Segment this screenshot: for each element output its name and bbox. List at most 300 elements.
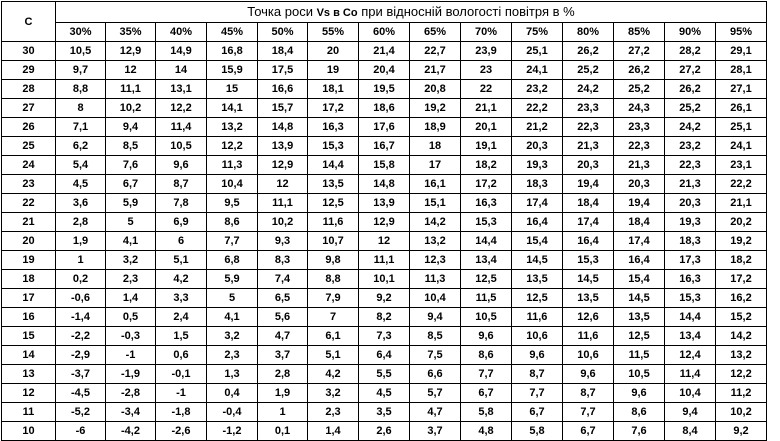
dew-point-cell: 21,3 bbox=[563, 137, 614, 156]
dew-point-cell: -1,8 bbox=[156, 403, 207, 422]
dew-point-cell: 15,3 bbox=[461, 213, 512, 232]
dew-point-cell: 0,5 bbox=[106, 308, 156, 327]
dew-point-cell: 10,7 bbox=[308, 232, 359, 251]
dew-point-cell: 3,2 bbox=[207, 327, 258, 346]
dew-point-cell: 8,5 bbox=[410, 327, 461, 346]
dew-point-cell: 6,4 bbox=[359, 346, 410, 365]
title-row bbox=[2, 2, 767, 23]
dew-point-cell: 11,3 bbox=[410, 270, 461, 289]
dew-point-cell: 15,2 bbox=[716, 308, 767, 327]
dew-point-cell: -2,2 bbox=[56, 327, 106, 346]
dew-point-cell: 21,3 bbox=[614, 156, 665, 175]
dew-point-cell: 24,1 bbox=[512, 61, 563, 80]
dew-point-cell: 3,6 bbox=[56, 194, 106, 213]
dew-point-cell: 3,7 bbox=[410, 422, 461, 441]
dew-point-cell: 8,6 bbox=[207, 213, 258, 232]
dew-point-cell: 28,2 bbox=[665, 42, 716, 61]
dew-point-cell: 14,2 bbox=[410, 213, 461, 232]
dew-point-cell: 12 bbox=[359, 232, 410, 251]
dew-point-cell: 7,1 bbox=[56, 118, 106, 137]
dew-point-cell: 20 bbox=[308, 42, 359, 61]
table-row bbox=[2, 365, 767, 384]
dew-point-cell: 13,9 bbox=[258, 137, 308, 156]
dew-point-cell: 17,3 bbox=[665, 251, 716, 270]
dew-point-cell: 10,5 bbox=[156, 137, 207, 156]
dew-point-cell: -4,2 bbox=[106, 422, 156, 441]
dew-point-cell: -2,9 bbox=[56, 346, 106, 365]
dew-point-cell: 16,3 bbox=[308, 118, 359, 137]
dew-point-cell: 12,4 bbox=[665, 346, 716, 365]
dew-point-cell: 13,9 bbox=[359, 194, 410, 213]
dew-point-cell: 0,4 bbox=[207, 384, 258, 403]
dew-point-cell: 3,3 bbox=[156, 289, 207, 308]
dew-point-cell: 3,2 bbox=[308, 384, 359, 403]
table-row bbox=[2, 137, 767, 156]
table-row bbox=[2, 289, 767, 308]
dew-point-cell: 6,6 bbox=[410, 365, 461, 384]
temperature-cell: 14 bbox=[2, 346, 56, 365]
dew-point-cell: 14,4 bbox=[461, 232, 512, 251]
dew-point-cell: 6,2 bbox=[56, 137, 106, 156]
dew-point-cell: 13,4 bbox=[461, 251, 512, 270]
title-bold: Vs в Co bbox=[316, 6, 358, 19]
dew-point-cell: -0,3 bbox=[106, 327, 156, 346]
dew-point-cell: 14 bbox=[156, 61, 207, 80]
dew-point-cell: 15,4 bbox=[614, 270, 665, 289]
dew-point-cell: 2,3 bbox=[106, 270, 156, 289]
dew-point-cell: 18,2 bbox=[716, 251, 767, 270]
temperature-cell: 17 bbox=[2, 289, 56, 308]
dew-point-cell: 10,1 bbox=[359, 270, 410, 289]
dew-point-cell: 15,7 bbox=[258, 99, 308, 118]
table-row bbox=[2, 232, 767, 251]
dew-point-cell: 9,5 bbox=[207, 194, 258, 213]
dew-point-cell: 19,4 bbox=[563, 175, 614, 194]
dew-point-cell: 9,6 bbox=[156, 156, 207, 175]
dew-point-cell: -1 bbox=[106, 346, 156, 365]
table-row bbox=[2, 213, 767, 232]
dew-point-cell: 19,2 bbox=[410, 99, 461, 118]
dew-point-cell: 6,9 bbox=[156, 213, 207, 232]
temperature-cell: 15 bbox=[2, 327, 56, 346]
dew-point-cell: -5,2 bbox=[56, 403, 106, 422]
table-row bbox=[2, 118, 767, 137]
temperature-cell: 21 bbox=[2, 213, 56, 232]
dew-point-cell: 12,5 bbox=[512, 289, 563, 308]
table-row bbox=[2, 156, 767, 175]
dew-point-cell: 14,8 bbox=[359, 175, 410, 194]
dew-point-cell: 27,2 bbox=[614, 42, 665, 61]
dew-point-cell: 14,8 bbox=[258, 118, 308, 137]
temperature-cell: 16 bbox=[2, 308, 56, 327]
dew-point-cell: 9,2 bbox=[359, 289, 410, 308]
dew-point-cell: 14,9 bbox=[156, 42, 207, 61]
dew-point-cell: -1,2 bbox=[207, 422, 258, 441]
dew-point-cell: 22,2 bbox=[512, 99, 563, 118]
humidity-header-cell: 95% bbox=[716, 23, 767, 42]
dew-point-cell: 12 bbox=[106, 61, 156, 80]
dew-point-cell: 11,5 bbox=[461, 289, 512, 308]
dew-point-cell: 6,7 bbox=[563, 422, 614, 441]
dew-point-cell: 17 bbox=[410, 156, 461, 175]
table-row bbox=[2, 61, 767, 80]
dew-point-cell: 21,1 bbox=[461, 99, 512, 118]
dew-point-cell: 8,7 bbox=[512, 365, 563, 384]
dew-point-cell: 9,4 bbox=[106, 118, 156, 137]
temperature-cell: 30 bbox=[2, 42, 56, 61]
dew-point-cell: 16,4 bbox=[614, 251, 665, 270]
dew-point-cell: 6,1 bbox=[308, 327, 359, 346]
dew-point-cell: 18,2 bbox=[461, 156, 512, 175]
dew-point-cell: 16,8 bbox=[207, 42, 258, 61]
dew-point-cell: 19,1 bbox=[461, 137, 512, 156]
dew-point-cell: 9,4 bbox=[410, 308, 461, 327]
dew-point-cell: 9,4 bbox=[665, 403, 716, 422]
dew-point-cell: -0,6 bbox=[56, 289, 106, 308]
dew-point-cell: 6,7 bbox=[106, 175, 156, 194]
table-row bbox=[2, 99, 767, 118]
dew-point-cell: 15,9 bbox=[207, 61, 258, 80]
temperature-cell: 20 bbox=[2, 232, 56, 251]
dew-point-cell: 10,6 bbox=[512, 327, 563, 346]
dew-point-cell: 4,5 bbox=[359, 384, 410, 403]
dew-point-cell: 11,1 bbox=[258, 194, 308, 213]
humidity-header-cell: 50% bbox=[258, 23, 308, 42]
dew-point-cell: 24,2 bbox=[665, 118, 716, 137]
dew-point-cell: 13,5 bbox=[614, 308, 665, 327]
dew-point-cell: 4,8 bbox=[461, 422, 512, 441]
humidity-header-cell: 45% bbox=[207, 23, 258, 42]
dew-point-cell: 10,6 bbox=[563, 346, 614, 365]
dew-point-cell: 14,5 bbox=[563, 270, 614, 289]
dew-point-cell: 20,3 bbox=[614, 175, 665, 194]
dew-point-cell: 10,4 bbox=[665, 384, 716, 403]
dew-point-cell: 8,6 bbox=[461, 346, 512, 365]
dew-point-cell: 10,2 bbox=[106, 99, 156, 118]
dew-point-cell: 11,1 bbox=[106, 80, 156, 99]
dew-point-cell: 8,8 bbox=[56, 80, 106, 99]
dew-point-cell: 12 bbox=[258, 175, 308, 194]
dew-point-cell: 12,5 bbox=[461, 270, 512, 289]
dew-point-cell: 19 bbox=[308, 61, 359, 80]
dew-point-cell: 11,4 bbox=[665, 365, 716, 384]
dew-point-cell: 10,4 bbox=[207, 175, 258, 194]
temperature-cell: 10 bbox=[2, 422, 56, 441]
dew-point-cell: -3,7 bbox=[56, 365, 106, 384]
dew-point-cell: 5 bbox=[106, 213, 156, 232]
dew-point-cell: 17,2 bbox=[461, 175, 512, 194]
table-row bbox=[2, 270, 767, 289]
humidity-header-cell: 30% bbox=[56, 23, 106, 42]
dew-point-cell: 7,3 bbox=[359, 327, 410, 346]
dew-point-cell: 7,6 bbox=[614, 422, 665, 441]
dew-point-cell: 13,2 bbox=[716, 346, 767, 365]
humidity-header-cell: 85% bbox=[614, 23, 665, 42]
humidity-header-cell: 40% bbox=[156, 23, 207, 42]
table-row bbox=[2, 327, 767, 346]
dew-point-cell: 12,5 bbox=[614, 327, 665, 346]
dew-point-cell: 6,5 bbox=[258, 289, 308, 308]
dew-point-cell: 19,4 bbox=[614, 194, 665, 213]
dew-point-cell: 22 bbox=[461, 80, 512, 99]
dew-point-cell: 19,3 bbox=[665, 213, 716, 232]
dew-point-cell: 5,6 bbox=[258, 308, 308, 327]
dew-point-cell: 12,2 bbox=[156, 99, 207, 118]
dew-point-cell: 5,1 bbox=[308, 346, 359, 365]
dew-point-cell: 11,3 bbox=[207, 156, 258, 175]
dew-point-cell: 20,3 bbox=[563, 156, 614, 175]
dew-point-cell: 2,8 bbox=[56, 213, 106, 232]
dew-point-cell: 7,7 bbox=[461, 365, 512, 384]
dew-point-cell: 1,4 bbox=[308, 422, 359, 441]
table-row bbox=[2, 80, 767, 99]
temperature-cell: 11 bbox=[2, 403, 56, 422]
humidity-header-cell: 55% bbox=[308, 23, 359, 42]
dew-point-cell: 8,7 bbox=[156, 175, 207, 194]
dew-point-cell: 22,3 bbox=[563, 118, 614, 137]
dew-point-cell: -0,4 bbox=[207, 403, 258, 422]
table-row bbox=[2, 194, 767, 213]
dew-point-cell: 1,5 bbox=[156, 327, 207, 346]
dew-point-cell: 13,5 bbox=[308, 175, 359, 194]
dew-point-cell: 21,2 bbox=[512, 118, 563, 137]
temperature-cell: 23 bbox=[2, 175, 56, 194]
dew-point-cell: 15,8 bbox=[359, 156, 410, 175]
dew-point-cell: 21,3 bbox=[665, 175, 716, 194]
table-row bbox=[2, 42, 767, 61]
dew-point-cell: 5,8 bbox=[512, 422, 563, 441]
dew-point-cell: 13,5 bbox=[512, 270, 563, 289]
dew-point-cell: 5,1 bbox=[156, 251, 207, 270]
dew-point-cell: 6,8 bbox=[207, 251, 258, 270]
dew-point-cell: 10,2 bbox=[258, 213, 308, 232]
dew-point-cell: 15 bbox=[207, 80, 258, 99]
dew-point-cell: 20,8 bbox=[410, 80, 461, 99]
temperature-cell: 18 bbox=[2, 270, 56, 289]
dew-point-cell: 14,2 bbox=[716, 327, 767, 346]
dew-point-cell: 1 bbox=[258, 403, 308, 422]
humidity-header-cell: 80% bbox=[563, 23, 614, 42]
dew-point-cell: 22,2 bbox=[716, 175, 767, 194]
dew-point-cell: 16,4 bbox=[512, 213, 563, 232]
dew-point-cell: 12,2 bbox=[207, 137, 258, 156]
dew-point-cell: -2,8 bbox=[106, 384, 156, 403]
dew-point-cell: 0,2 bbox=[56, 270, 106, 289]
dew-point-cell: 9,3 bbox=[258, 232, 308, 251]
dew-point-cell: 14,5 bbox=[614, 289, 665, 308]
dew-point-cell: 14,4 bbox=[308, 156, 359, 175]
dew-point-cell: 12,9 bbox=[359, 213, 410, 232]
dew-point-cell: 2,3 bbox=[308, 403, 359, 422]
dew-point-cell: 11,4 bbox=[156, 118, 207, 137]
dew-point-cell: 0,1 bbox=[258, 422, 308, 441]
dew-point-cell: 8,8 bbox=[308, 270, 359, 289]
dew-point-cell: 12,6 bbox=[563, 308, 614, 327]
table-body bbox=[2, 42, 767, 441]
dew-point-cell: 28,1 bbox=[716, 61, 767, 80]
dew-point-cell: 14,4 bbox=[665, 308, 716, 327]
dew-point-cell: 7,5 bbox=[410, 346, 461, 365]
dew-point-cell: 20,3 bbox=[512, 137, 563, 156]
dew-point-cell: 17,2 bbox=[308, 99, 359, 118]
dew-point-cell: 11,2 bbox=[716, 384, 767, 403]
dew-point-cell: 2,6 bbox=[359, 422, 410, 441]
dew-point-cell: 21,7 bbox=[410, 61, 461, 80]
humidity-header-cell: 60% bbox=[359, 23, 410, 42]
dew-point-cell: 7,7 bbox=[512, 384, 563, 403]
dew-point-cell: 7,4 bbox=[258, 270, 308, 289]
dew-point-cell: 11,5 bbox=[614, 346, 665, 365]
dew-point-cell: 4,5 bbox=[56, 175, 106, 194]
temperature-cell: 28 bbox=[2, 80, 56, 99]
dew-point-cell: 3,2 bbox=[106, 251, 156, 270]
dew-point-cell: 9,6 bbox=[512, 346, 563, 365]
dew-point-cell: 7,7 bbox=[207, 232, 258, 251]
dew-point-cell: 18,1 bbox=[308, 80, 359, 99]
dew-point-cell: 17,2 bbox=[716, 270, 767, 289]
dew-point-cell: 10,5 bbox=[461, 308, 512, 327]
dew-point-cell: 4,1 bbox=[207, 308, 258, 327]
dew-point-cell: 9,6 bbox=[563, 365, 614, 384]
dew-point-cell: 19,2 bbox=[716, 232, 767, 251]
dew-point-cell: 16,1 bbox=[410, 175, 461, 194]
dew-point-cell: 22,7 bbox=[410, 42, 461, 61]
dew-point-cell: 23,3 bbox=[614, 118, 665, 137]
dew-point-cell: 19,5 bbox=[359, 80, 410, 99]
dew-point-cell: 13,2 bbox=[410, 232, 461, 251]
dew-point-cell: 22,3 bbox=[614, 137, 665, 156]
dew-point-cell: 24,3 bbox=[614, 99, 665, 118]
dew-point-cell: 20,2 bbox=[716, 213, 767, 232]
dew-point-cell: 4,7 bbox=[258, 327, 308, 346]
dew-point-cell: 12,2 bbox=[716, 365, 767, 384]
dew-point-cell: 23,3 bbox=[563, 99, 614, 118]
dew-point-cell: 5 bbox=[207, 289, 258, 308]
dew-point-cell: 11,6 bbox=[308, 213, 359, 232]
dew-point-cell: 1,4 bbox=[106, 289, 156, 308]
dew-point-cell: 15,3 bbox=[308, 137, 359, 156]
dew-point-cell: 13,1 bbox=[156, 80, 207, 99]
dew-point-cell: 23,2 bbox=[665, 137, 716, 156]
dew-point-cell: 16,2 bbox=[716, 289, 767, 308]
dew-point-cell: 16,4 bbox=[563, 232, 614, 251]
dew-point-cell: 26,2 bbox=[614, 61, 665, 80]
dew-point-cell: 19,3 bbox=[512, 156, 563, 175]
humidity-header-cell: 70% bbox=[461, 23, 512, 42]
dew-point-cell: 25,1 bbox=[512, 42, 563, 61]
dew-point-cell: 18,9 bbox=[410, 118, 461, 137]
dew-point-cell: 8,4 bbox=[665, 422, 716, 441]
dew-point-cell: 8,6 bbox=[614, 403, 665, 422]
temperature-cell: 24 bbox=[2, 156, 56, 175]
dew-point-cell: 3,5 bbox=[359, 403, 410, 422]
dew-point-cell: 10,5 bbox=[56, 42, 106, 61]
dew-point-cell: 1 bbox=[56, 251, 106, 270]
dew-point-cell: 15,4 bbox=[512, 232, 563, 251]
dew-point-cell: 26,2 bbox=[665, 80, 716, 99]
dew-point-cell: 26,2 bbox=[563, 42, 614, 61]
dew-point-cell: 6 bbox=[156, 232, 207, 251]
dew-point-cell: 11,1 bbox=[359, 251, 410, 270]
dew-point-cell: 1,9 bbox=[56, 232, 106, 251]
table-row bbox=[2, 384, 767, 403]
temperature-cell: 13 bbox=[2, 365, 56, 384]
dew-point-cell: 24,1 bbox=[716, 137, 767, 156]
dew-point-cell: 25,2 bbox=[614, 80, 665, 99]
dew-point-cell: 7 bbox=[308, 308, 359, 327]
dew-point-cell: 18,3 bbox=[512, 175, 563, 194]
dew-point-cell: 8 bbox=[56, 99, 106, 118]
dew-point-cell: 9,6 bbox=[614, 384, 665, 403]
dew-point-cell: 23,2 bbox=[512, 80, 563, 99]
dew-point-cell: 5,9 bbox=[106, 194, 156, 213]
dew-point-cell: -1,4 bbox=[56, 308, 106, 327]
dew-point-cell: 11,6 bbox=[512, 308, 563, 327]
dew-point-cell: 17,6 bbox=[359, 118, 410, 137]
humidity-header-cell: 65% bbox=[410, 23, 461, 42]
dew-point-cell: 16,6 bbox=[258, 80, 308, 99]
dew-point-cell: -0,1 bbox=[156, 365, 207, 384]
dew-point-cell: 2,4 bbox=[156, 308, 207, 327]
dew-point-cell: 8,3 bbox=[258, 251, 308, 270]
dew-point-cell: 18 bbox=[410, 137, 461, 156]
dew-point-cell: 2,3 bbox=[207, 346, 258, 365]
dew-point-cell: 8,5 bbox=[106, 137, 156, 156]
temperature-cell: 29 bbox=[2, 61, 56, 80]
dew-point-cell: 8,2 bbox=[359, 308, 410, 327]
dew-point-cell: 15,3 bbox=[665, 289, 716, 308]
dew-point-cell: 11,6 bbox=[563, 327, 614, 346]
dew-point-cell: 29,1 bbox=[716, 42, 767, 61]
dew-point-cell: 5,8 bbox=[461, 403, 512, 422]
table-row bbox=[2, 422, 767, 441]
title-prefix: Точка роси bbox=[247, 3, 317, 19]
dew-point-cell: 10,5 bbox=[614, 365, 665, 384]
dew-point-cell: 1,3 bbox=[207, 365, 258, 384]
dew-point-cell: 15,1 bbox=[410, 194, 461, 213]
dew-point-cell: 15,3 bbox=[563, 251, 614, 270]
dew-point-cell: 23,1 bbox=[716, 156, 767, 175]
dew-point-cell: 12,5 bbox=[308, 194, 359, 213]
dew-point-cell: 9,6 bbox=[461, 327, 512, 346]
humidity-header-row bbox=[2, 23, 767, 42]
dew-point-cell: 22,3 bbox=[665, 156, 716, 175]
title-suffix: при відносній вологості повітря в % bbox=[357, 3, 575, 19]
dew-point-cell: 25,2 bbox=[665, 99, 716, 118]
temperature-cell: 27 bbox=[2, 99, 56, 118]
dew-point-cell: 21,4 bbox=[359, 42, 410, 61]
dew-point-cell: 25,1 bbox=[716, 118, 767, 137]
dew-point-cell: 6,7 bbox=[461, 384, 512, 403]
dew-point-cell: 14,1 bbox=[207, 99, 258, 118]
dew-point-table bbox=[1, 1, 767, 441]
temperature-cell: 25 bbox=[2, 137, 56, 156]
dew-point-cell: 23,9 bbox=[461, 42, 512, 61]
table-row bbox=[2, 308, 767, 327]
dew-point-cell: 18,6 bbox=[359, 99, 410, 118]
dew-point-cell: 17,4 bbox=[563, 213, 614, 232]
dew-point-cell: 2,8 bbox=[258, 365, 308, 384]
dew-point-cell: 9,8 bbox=[308, 251, 359, 270]
dew-point-cell: 7,9 bbox=[308, 289, 359, 308]
dew-point-cell: 17,5 bbox=[258, 61, 308, 80]
dew-point-cell: 27,2 bbox=[665, 61, 716, 80]
dew-point-cell: -2,6 bbox=[156, 422, 207, 441]
dew-point-cell: 5,7 bbox=[410, 384, 461, 403]
dew-point-cell: 12,9 bbox=[106, 42, 156, 61]
dew-point-cell: 16,7 bbox=[359, 137, 410, 156]
dew-point-cell: 5,9 bbox=[207, 270, 258, 289]
